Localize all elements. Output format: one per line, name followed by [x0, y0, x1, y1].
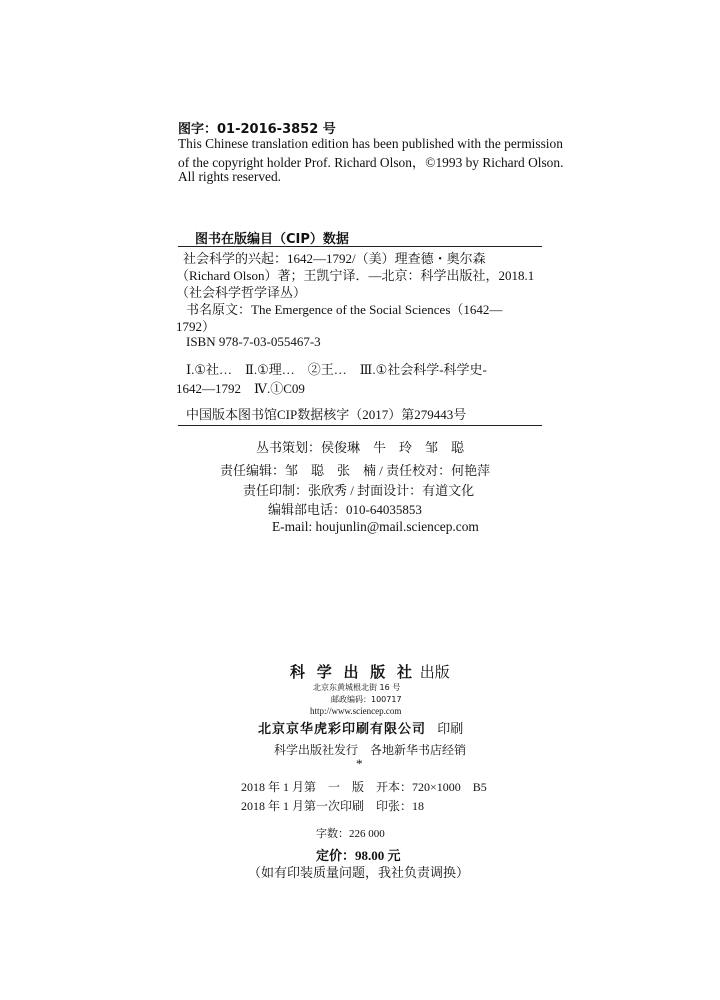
- cip-line-1: 社会科学的兴起：1642—1792/（美）理查德・奥尔森: [183, 251, 486, 266]
- cip-line-7: Ⅰ.①社… Ⅱ.①理… ②王… Ⅲ.①社会科学-科学史-: [186, 362, 487, 377]
- rights-statement: All rights reserved.: [178, 169, 282, 184]
- publisher-name-suffix: 出版: [419, 665, 450, 681]
- cip-line-4: 书名原文：The Emergence of the Social Sciences（1642—: [186, 302, 503, 317]
- quality-notice: （如有印装质量问题，我社负责调换）: [248, 865, 470, 880]
- publisher-address: 北京东黄城根北街 16 号: [313, 683, 401, 692]
- cip-line-2: （Richard Olson）著；王凯宁译．—北京：科学出版社，2018.1: [176, 268, 535, 283]
- cip-line-3: （社会科学哲学译丛）: [176, 285, 307, 300]
- cip-line-8: 1642—1792 Ⅳ.①C09: [176, 381, 305, 396]
- printer-line: [258, 718, 463, 737]
- printing-design-credits: 责任印制：张欣秀 / 封面设计：有道文化: [243, 483, 475, 498]
- printing-line: 2018 年 1 月第一次印刷 印张：18: [241, 799, 425, 813]
- publisher-postcode: 邮政编码：100717: [331, 695, 402, 704]
- cip-catalog-number: 中国版本图书馆CIP数据核字（2017）第279443号: [186, 407, 467, 422]
- cip-top-rule: [178, 246, 542, 247]
- publisher-name: 科 学 出 版 社: [290, 665, 417, 681]
- editorial-email: E-mail: houjunlin@mail.sciencep.com: [272, 519, 479, 534]
- edition-line: 2018 年 1 月第 一 版 开本：720×1000 B5: [241, 780, 487, 794]
- price: 定价：98.00 元: [316, 848, 401, 863]
- permission-line-2: of the copyright holder Prof. Richard Olson，©1993 by Richard Olson.: [178, 155, 564, 170]
- series-planning: 丛书策划：侯俊琳 牛 玲 邹 聪: [256, 440, 465, 455]
- distribution-line: 科学出版社发行 各地新华书店经销: [274, 743, 467, 757]
- cip-heading: 图书在版编目（CIP）数据: [195, 232, 349, 247]
- separator-asterisk: *: [356, 756, 363, 771]
- word-count: 字数：226 000: [316, 828, 385, 840]
- cip-line-5: 1792）: [176, 319, 216, 334]
- editorial-phone: 编辑部电话：010-64035853: [268, 502, 422, 517]
- publisher-website: http://www.sciencep.com: [310, 706, 402, 716]
- cip-isbn: ISBN 978-7-03-055467-3: [186, 334, 321, 349]
- permission-line-1: This Chinese translation edition has been published with the permission: [178, 136, 563, 151]
- record-number: 图字：01-2016-3852 号: [178, 122, 336, 137]
- publisher-name-line: [290, 661, 450, 682]
- printer-name: 北京京华虎彩印刷有限公司: [258, 721, 427, 736]
- printer-suffix: 印刷: [437, 721, 464, 736]
- cip-bottom-rule: [178, 425, 542, 426]
- responsible-editors: 责任编辑：邹 聪 张 楠 / 责任校对：何艳萍: [220, 463, 491, 478]
